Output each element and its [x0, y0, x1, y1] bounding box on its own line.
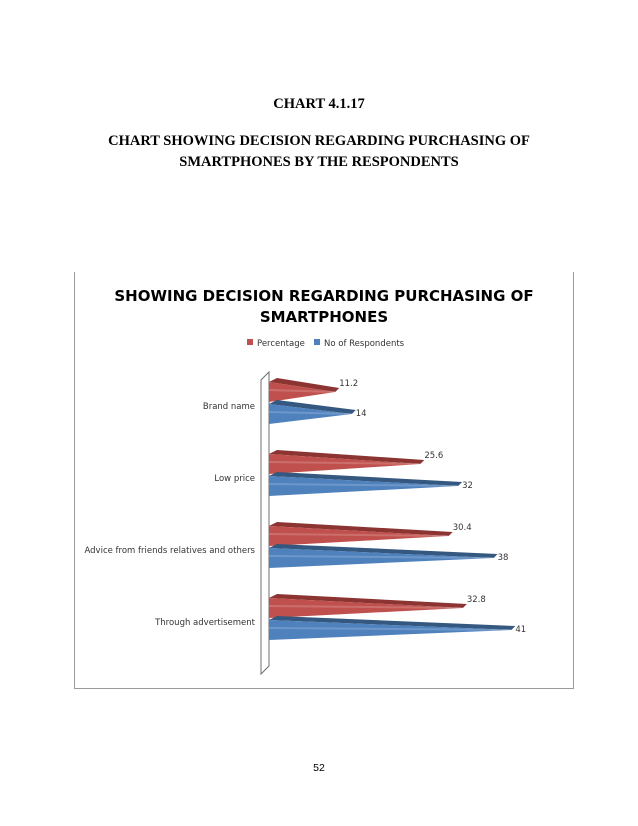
axis-wall — [261, 372, 269, 674]
legend-swatch-percentage — [247, 339, 253, 345]
category-axis-wall — [261, 372, 269, 674]
category-label-2: Advice from friends relatives and others — [84, 546, 255, 556]
category-label-1: Low price — [214, 474, 255, 484]
data-label-percentage-2: 30.4 — [452, 523, 472, 533]
data-label-respondents-2: 38 — [497, 553, 509, 563]
chart-title-line1: SHOWING DECISION REGARDING PURCHASING OF — [114, 287, 534, 305]
data-label-percentage-1: 25.6 — [424, 451, 444, 461]
chart-legend — [247, 339, 405, 349]
chart-caption-line2: SMARTPHONES BY THE RESPONDENTS — [179, 154, 459, 170]
data-label-percentage-0: 11.2 — [339, 379, 359, 389]
category-label-3: Through advertisement — [155, 618, 255, 628]
data-label-respondents-0: 14 — [355, 409, 367, 419]
data-label-percentage-3: 32.8 — [466, 595, 486, 605]
chart-caption-line1: CHART SHOWING DECISION REGARDING PURCHASING OF — [108, 133, 530, 149]
legend-label-percentage: Percentage — [257, 339, 305, 349]
chart-title-line2: SMARTPHONES — [259, 308, 389, 326]
category-label-0: Brand name — [202, 402, 255, 412]
data-label-respondents-3: 41 — [515, 625, 527, 635]
category-labels — [85, 402, 256, 628]
legend-label-respondents: No of Respondents — [324, 339, 405, 349]
data-labels — [339, 379, 526, 635]
chart-number: CHART 4.1.17 — [273, 96, 365, 112]
chart-area — [74, 272, 574, 689]
data-label-respondents-1: 32 — [462, 481, 473, 491]
legend-swatch-respondents — [314, 339, 320, 345]
page-number: 52 — [313, 762, 325, 774]
cone-bar-chart — [75, 272, 573, 688]
